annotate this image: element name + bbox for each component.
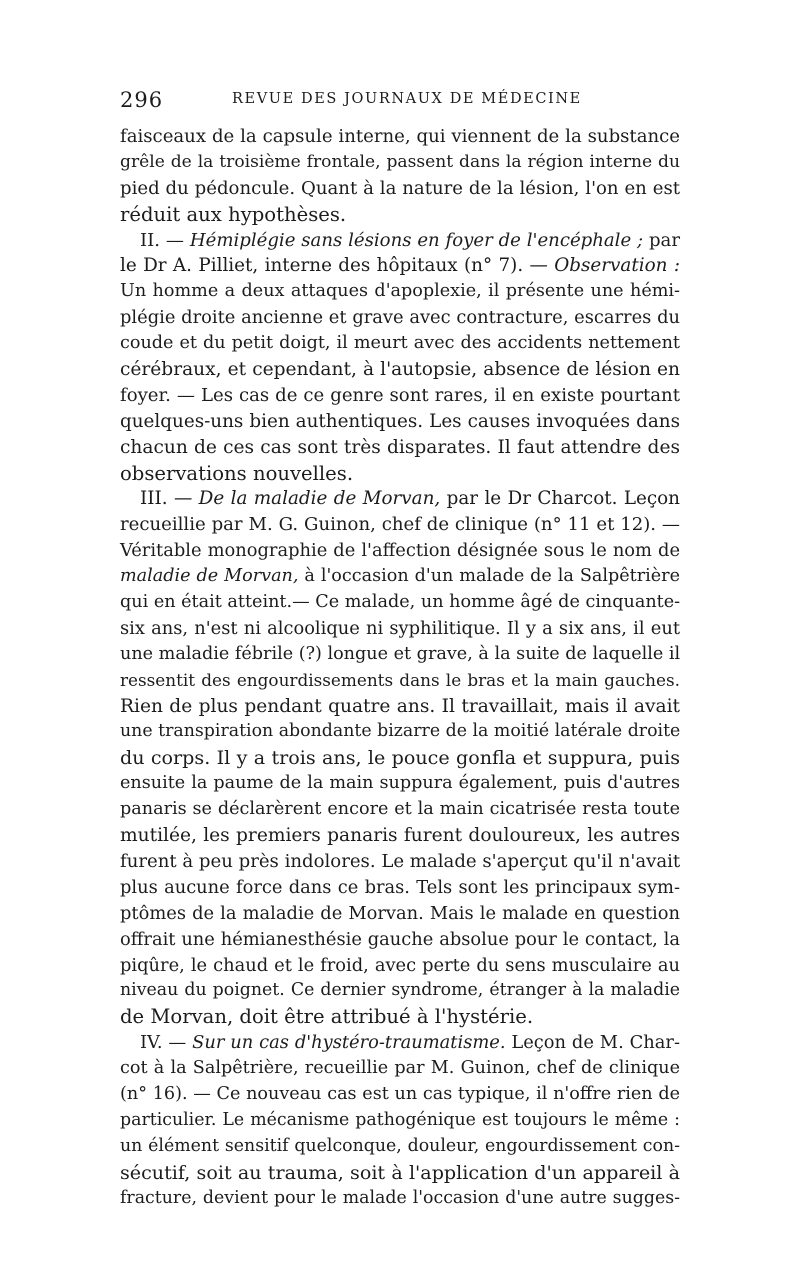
italic-text-segment: maladie de Morvan,: [120, 566, 299, 587]
text-line: [120, 978, 680, 1004]
text-segment: piqûre, le chaud et le froid, avec perte du sens musculaire au: [120, 954, 680, 976]
text-line: [120, 745, 680, 771]
text-segment: quelques-uns bien authentiques. Les causes invoquées dans: [120, 410, 680, 432]
text-segment: recueillie par M. G. Guinon, chef de clinique (n° 11 et 12). —: [120, 514, 680, 536]
text-segment: Rien de plus pendant quatre ans. Il travaillait, mais il avait: [120, 695, 680, 717]
text-line: [120, 1160, 680, 1186]
text-line: [120, 461, 680, 487]
italic-text-segment: Observation :: [554, 255, 680, 277]
text-line: [120, 409, 680, 435]
text-line: [120, 1186, 680, 1212]
text-segment: réduit aux hypothèses.: [120, 202, 347, 226]
text-line: [120, 1030, 680, 1056]
text-segment: mutilée, les premiers panaris furent douloureux, les autres: [120, 825, 680, 847]
text-segment: du corps. Il y a trois ans, le pouce gonfla et suppura, puis: [120, 746, 680, 770]
text-line: [120, 901, 680, 927]
text-line: [120, 486, 680, 512]
text-segment: observations nouvelles.: [120, 461, 354, 485]
text-segment: III. —: [140, 488, 199, 510]
text-segment: panaris se déclarèrent encore et la main cicatrisée resta toute: [120, 799, 680, 820]
text-segment: une maladie fébrile (?) longue et grave, à la suite de laquelle il: [120, 643, 681, 664]
text-segment: niveau du poignet. Ce dernier syndrome, étranger à la maladie: [120, 980, 680, 1001]
text-line: [120, 1004, 680, 1030]
text-segment: une transpiration abondante bizarre de la moitié latérale droite: [120, 721, 681, 742]
text-segment: chacun de ces cas sont très disparates. Il faut attendre des: [120, 436, 680, 458]
text-line: [120, 435, 680, 461]
text-segment: Véritable monographie de l'affection désignée sous le nom de: [120, 540, 680, 562]
text-segment: de Morvan, doit être attribué à l'hystérie.: [120, 1005, 534, 1029]
text-segment: cot à la Salpêtrière, recueillie par M. Guinon, chef de clinique: [120, 1058, 680, 1079]
italic-text-segment: De la maladie de Morvan,: [198, 488, 441, 510]
italic-text-segment: Hémiplégie sans lésions en foyer de l'encéphale ;: [189, 229, 644, 251]
text-line: [120, 616, 680, 642]
text-segment: pied du pédoncule. Quant à la nature de la lésion, l'on en est: [120, 177, 680, 199]
text-line: [120, 176, 680, 202]
italic-text-segment: Sur un cas d'hystéro-traumatisme.: [192, 1032, 506, 1054]
text-line: [120, 771, 680, 797]
text-line: [120, 1082, 680, 1108]
text-line: [120, 357, 680, 383]
text-segment: offrait une hémianesthésie gauche absolue pour le contact, la: [120, 928, 680, 950]
text-line: [120, 228, 680, 254]
text-line: [120, 927, 680, 953]
text-line: [120, 590, 680, 616]
text-segment: plégie droite ancienne et grave avec contracture, escarres du: [120, 307, 680, 329]
text-segment: Leçon de M. Char-: [505, 1032, 680, 1054]
text-segment: particulier. Le mécanisme pathogénique est toujours le même :: [120, 1109, 680, 1130]
page-number: 296: [120, 88, 164, 112]
text-line: [120, 1134, 680, 1160]
text-line: [120, 150, 680, 176]
journal-title: REVUE DES JOURNAUX DE MÉDECINE: [232, 91, 582, 107]
text-segment: furent à peu près indolores. Le malade s'aperçut qu'il n'avait: [120, 850, 681, 872]
text-line: [120, 538, 680, 564]
text-segment: par le Dr Charcot. Leçon: [440, 488, 680, 510]
text-segment: qui en était atteint.— Ce malade, un homme âgé de cinquante-: [120, 592, 681, 613]
text-line: [120, 564, 680, 590]
text-line: [120, 642, 680, 668]
text-line: [120, 253, 680, 279]
text-segment: un élément sensitif quelconque, douleur, engourdissement con-: [120, 1135, 680, 1156]
text-line: [120, 668, 680, 694]
text-line: [120, 797, 680, 823]
text-line: [120, 719, 680, 745]
text-segment: sécutif, soit au trauma, soit à l'application d'un appareil à: [120, 1160, 680, 1184]
text-line: [120, 124, 680, 150]
text-segment: le Dr A. Pilliet, interne des hôpitaux (n° 7). —: [120, 255, 555, 277]
text-segment: foyer. — Les cas de ce genre sont rares, il en existe pourtant: [120, 384, 680, 406]
body-text: [120, 124, 680, 1211]
text-line: [120, 279, 680, 305]
text-segment: cérébraux, et cependant, à l'autopsie, absence de lésion en: [120, 359, 680, 381]
text-line: [120, 875, 680, 901]
text-segment: à l'occasion d'un malade de la Salpêtrière: [298, 566, 681, 587]
text-segment: grêle de la troisième frontale, passent dans la région interne du: [120, 151, 680, 172]
text-segment: IV. —: [140, 1032, 193, 1054]
text-segment: fracture, devient pour le malade l'occasion d'une autre sugges-: [120, 1187, 680, 1208]
text-line: [120, 849, 680, 875]
text-segment: (n° 16). — Ce nouveau cas est un cas typique, il n'offre rien de: [120, 1083, 680, 1104]
text-segment: ensuite la paume de la main suppura également, puis d'autres: [120, 773, 680, 794]
text-segment: coude et du petit doigt, il meurt avec des accidents nettement: [120, 333, 680, 354]
text-line: [120, 331, 680, 357]
text-segment: Un homme a deux attaques d'apoplexie, il présente une hémi-: [120, 281, 680, 302]
text-line: [120, 953, 680, 979]
text-segment: plus aucune force dans ce bras. Tels sont les principaux sym-: [120, 876, 680, 898]
text-line: [120, 1056, 680, 1082]
text-segment: II. —: [140, 229, 190, 251]
text-line: [120, 305, 680, 331]
text-line: [120, 383, 680, 409]
text-line: [120, 512, 680, 538]
text-line: [120, 1108, 680, 1134]
text-segment: par: [643, 229, 680, 251]
text-line: [120, 694, 680, 720]
text-segment: faisceaux de la capsule interne, qui viennent de la substance: [120, 126, 680, 147]
text-segment: ressentit des engourdissements dans le bras et la main gauches.: [120, 669, 680, 690]
text-segment: ptômes de la maladie de Morvan. Mais le malade en question: [120, 902, 680, 924]
text-segment: six ans, n'est ni alcoolique ni syphilitique. Il y a six ans, il eut: [120, 617, 680, 639]
text-line: [120, 823, 680, 849]
running-head: [120, 88, 680, 118]
text-line: [120, 202, 680, 228]
